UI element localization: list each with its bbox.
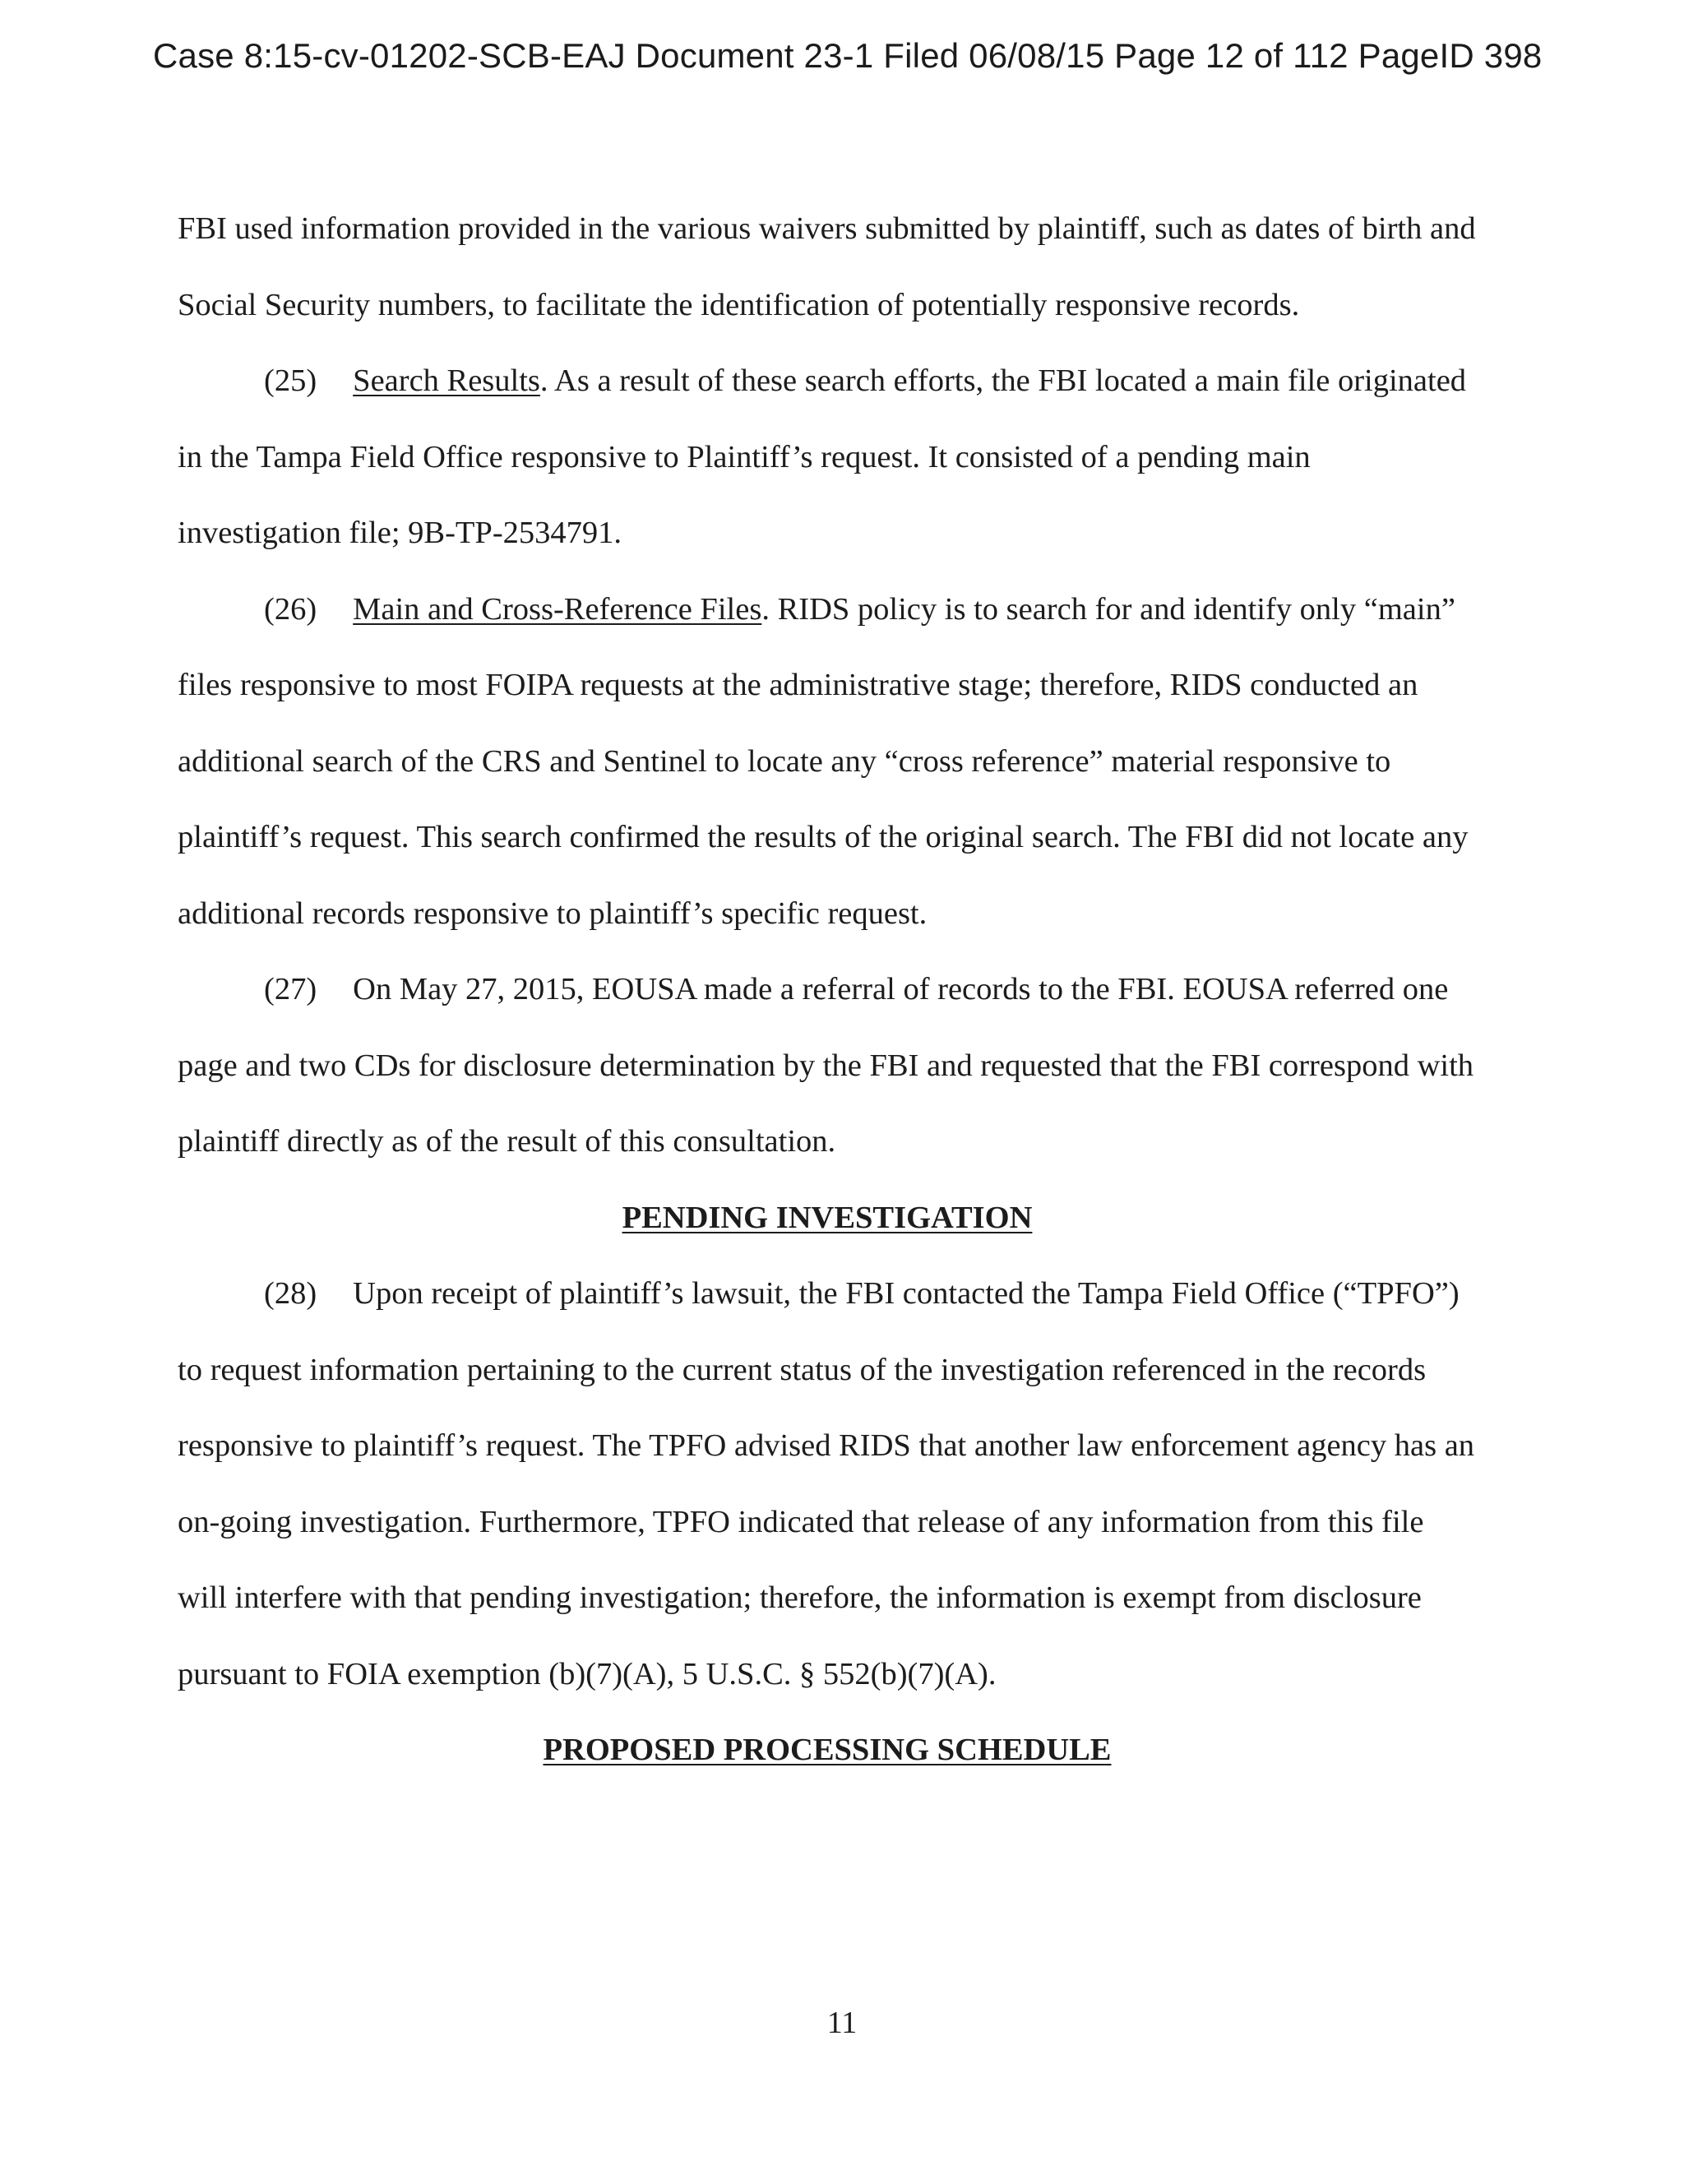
paragraph-continuation: FBI used information provided in the various waivers submitted by plaintiff, such as dates of birth and Social Security numbers, to facilitate the identification of potentially responsive records. (178, 211, 1476, 322)
paragraph-26 (178, 571, 1477, 952)
paragraph-title: Main and Cross-Reference Files (353, 591, 762, 627)
paragraph-number: (26) (264, 591, 317, 627)
paragraph-text: . As a result of these search efforts, the FBI located a main file originated in the Tampa Field Office responsive to Plaintiff’s request. It consisted of a pending main investigation file; 9B-TP-2534791. (178, 363, 1467, 550)
paragraph-text: On May 27, 2015, EOUSA made a referral of records to the FBI. EOUSA referred one page and two CDs for disclosure determination by the FBI and requested that the FBI correspond with plaintiff directly as of the result of this consultation. (178, 972, 1474, 1159)
section-heading-pending-investigation: PENDING INVESTIGATION (622, 1200, 1033, 1235)
paragraph-text: . RIDS policy is to search for and identify only “main” files responsive to most FOIPA requests at the administrative stage; therefore, RIDS conducted an additional search of the CRS and Sentinel to locate any “cross reference” material responsive to plaintiff’s request. This search confirmed the results of the original search. The FBI did not locate any additional records responsive to plaintiff’s specific request. (178, 591, 1469, 931)
case-header: Case 8:15-cv-01202-SCB-EAJ Document 23-1 Filed 06/08/15 Page 12 of 112 PageID 398 (153, 36, 1543, 75)
paragraph-number: (27) (264, 972, 317, 1006)
paragraph-number: (25) (264, 363, 317, 398)
paragraph-27 (178, 951, 1477, 1180)
paragraph-text: Upon receipt of plaintiff’s lawsuit, the FBI contacted the Tampa Field Office (“TPFO”) to request information pertaining to the current status of the investigation referenced in the records responsive to plaintiff’s request. The TPFO advised RIDS that another law enforcement agency has an on-going investigation. Furthermore, TPFO indicated that release of any information from this file will interfere with that pending investigation; therefore, the information is exempt from disclosure pursuant to FOIA exemption (b)(7)(A), 5 U.S.C. § 552(b)(7)(A). (178, 1276, 1475, 1691)
paragraph-number: (28) (264, 1276, 317, 1311)
paragraph-28 (178, 1256, 1477, 1712)
document-body (178, 191, 1477, 1788)
paragraph-25 (178, 343, 1477, 571)
section-heading-proposed-processing-schedule: PROPOSED PROCESSING SCHEDULE (543, 1733, 1112, 1767)
page-number: 11 (826, 2006, 858, 2040)
paragraph-title: Search Results (353, 363, 540, 398)
